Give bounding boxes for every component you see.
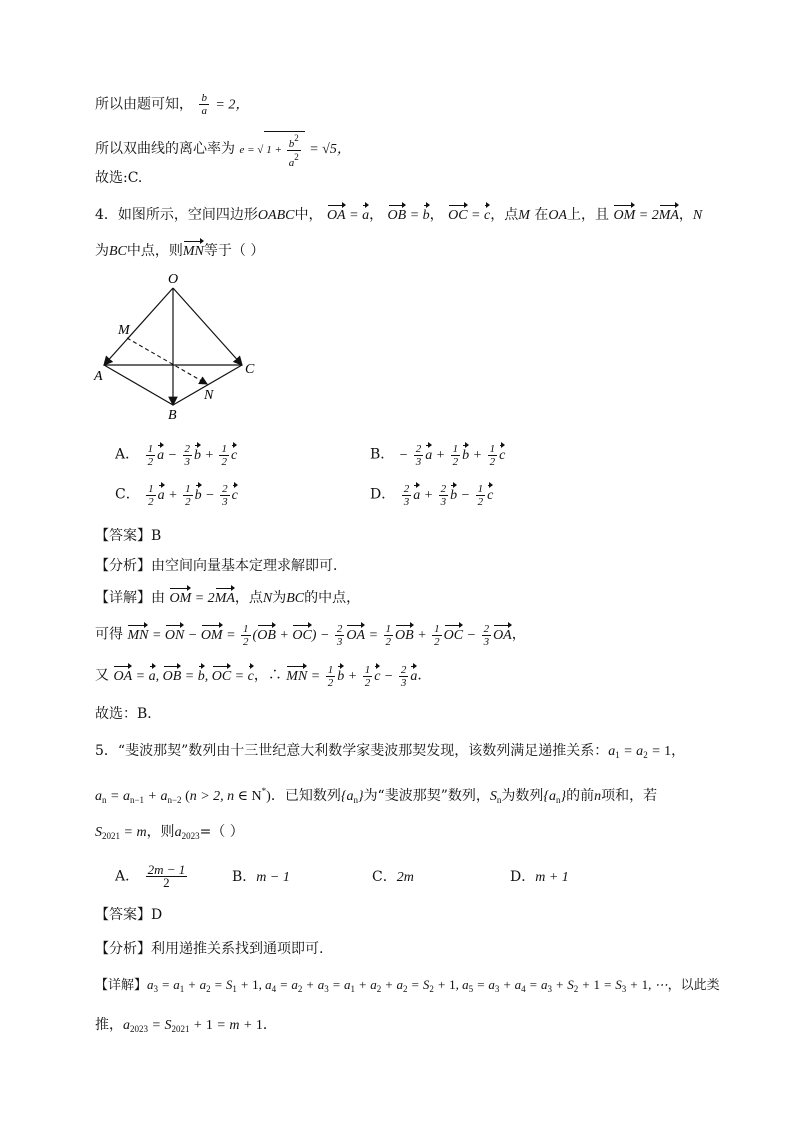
q5-option-d — [510, 867, 569, 888]
q4-detail-line2-prefix: 可得 — [95, 626, 123, 643]
text-line-1 — [95, 92, 249, 117]
q4-detail-line-1: 【详解】由 OM = 2MA，点N为BC的中点， — [95, 588, 360, 609]
q5-stem-line-3: $S_{2021} = m$，则$a_{2023}=$（ ） — [95, 824, 244, 841]
label-c: C — [245, 362, 255, 377]
q4-option-b: B． − $\frac{2}{3}$ a + $\frac{1}{2}$ b + $\frac{1}{2}$ c — [370, 443, 506, 468]
q4-option-a-label: A． — [115, 446, 140, 463]
q5-option-b — [232, 867, 290, 888]
q5-analysis — [95, 939, 323, 959]
q4-detail-line-2: 可得 MN = ON − OM = $\frac{1}{2}$ (OB + OC) − $\frac{2}{3}$ OA = $\frac{1}{2}$ OB + $\frac{1}{2}$ OC − $\frac{2}{3}$ OA， — [95, 623, 526, 648]
q5-option-c-value: 2m — [396, 870, 414, 885]
eccentricity-formula: e = √ 1 + $\frac{b^2}{a^2}$ — [239, 144, 304, 156]
q4-answer — [95, 526, 161, 546]
q5-stem-line1: 5．“斐波那契”数列由十三世纪意大利数学家斐波那契发现，该数列满足递推关系： — [95, 743, 609, 759]
q4-stem-f: 为 — [95, 243, 109, 259]
q4-choose: 故选：B． — [95, 706, 162, 722]
label-b: B — [168, 408, 177, 423]
edge-oa — [104, 288, 173, 365]
q5-analysis-tag: 【分析】 — [95, 941, 151, 957]
q4-option-d: D． $\frac{2}{3}$ a + $\frac{2}{3}$ b − $\frac{1}{2}$ c — [370, 483, 494, 508]
label-n: N — [204, 388, 214, 403]
q5-option-a: A． $\frac{2m - 1}{2}$ — [115, 862, 186, 890]
q5-detail-line-1: 【详解】$a_3 = a_1 + a_2 = S_1 + 1$, $a_4 = a_2 + a_3 = a_1 + a_2 + a_2 = S_2 + 1$, $a_5 = a_3 + a_4 = a_3 + S_2 + 1 = S_3 + 1$, ⋯，以此类 — [95, 977, 720, 994]
q5-detail-tag: 【详解】 — [95, 978, 148, 993]
label-a: A — [94, 369, 103, 384]
q4-analysis — [95, 556, 347, 576]
q5-stem-line-1: 5．“斐波那契”数列由十三世纪意大利数学家斐波那契发现，该数列满足递推关系：$a_1 = a_2 = 1$， — [95, 743, 686, 760]
q4-option-a: A． $\frac{1}{2}$ a − $\frac{2}{3}$ b + $\frac{1}{2}$ c — [115, 443, 238, 468]
q5-detail-line-2: 推，$a_{2023} = S_{2021} + 1 = m + 1$． — [95, 1017, 277, 1034]
q5-stem-line3-end2: =（ ） — [199, 824, 244, 840]
q5-option-d-value: m + 1 — [535, 870, 569, 885]
q4-stem-h: 等于（ ） — [203, 243, 265, 259]
q4-option-c-label: C． — [115, 486, 140, 503]
q5-option-b-label: B． — [232, 869, 257, 885]
q5-option-c — [372, 867, 414, 888]
q4-option-c: C． $\frac{1}{2}$ a + $\frac{1}{2}$ b − $\frac{2}{3}$ c — [115, 483, 238, 508]
q5-stem-mid2: 为“斐波那契”数列， — [363, 788, 490, 804]
q5-answer-tag: 【答案】 — [95, 907, 151, 923]
q4-detail-b: ，点 — [234, 590, 263, 606]
q5-option-d-label: D． — [510, 869, 536, 885]
edge-oc — [173, 288, 242, 365]
q4-stem-a: 4．如图所示，空间四边形 — [95, 207, 258, 223]
detail-tag: 【详解】 — [95, 590, 151, 606]
q5-stem-mid: ．已知数列 — [270, 788, 341, 804]
q5-answer — [95, 905, 162, 925]
analysis-tag: 【分析】 — [95, 558, 151, 574]
q5-answer-value: D — [151, 907, 163, 923]
q4-stem-c: ，点 — [490, 207, 519, 223]
line1-eq: = 2， — [215, 97, 250, 113]
analysis-text: 由空间向量基本定理求解即可． — [151, 558, 347, 574]
tetrahedron-figure — [90, 268, 270, 423]
vector-mn — [127, 338, 207, 384]
q5-option-b-value: m − 1 — [256, 870, 290, 885]
q4-stem-g: 中点，则 — [126, 243, 183, 259]
q4-option-b-label: B． — [370, 446, 395, 463]
q4-stem-d: 在 — [534, 207, 549, 223]
q4-stem-line-2: 为BC中点，则MN等于（ ） — [95, 241, 264, 262]
answer-tag: 【答案】 — [95, 528, 151, 544]
q4-stem-e: 上，且 — [567, 207, 610, 223]
q4-option-d-label: D． — [370, 486, 396, 503]
q5-option-a-label: A． — [115, 868, 140, 885]
line2-eq: = √5， — [309, 142, 351, 158]
text-line-3: 故选:C. — [95, 170, 143, 186]
line2-text: 所以双曲线的离心率为 — [95, 141, 235, 158]
q5-stem-end: 的前 — [566, 788, 595, 804]
line1-text: 所以由题可知， — [95, 96, 193, 113]
q4-detail-c: 为 — [272, 590, 287, 606]
edge-ab — [104, 365, 173, 405]
q5-detail-line2-start: 推， — [95, 1017, 123, 1033]
q5-option-c-label: C． — [372, 869, 397, 885]
q4-stem-line-1: 4．如图所示，空间四边形OABC中， OA = a， OB = b， OC = c，点M 在OA上，且 OM = 2MA，N — [95, 205, 702, 226]
q4-detail-a: 由 — [151, 590, 165, 606]
q4-detail-d: 的中点， — [304, 590, 361, 606]
label-m: M — [118, 323, 130, 338]
q4-detail-line3-prefix: 又 — [95, 667, 109, 684]
fraction-b-over-a: $\frac{b}{a}$ — [201, 92, 207, 117]
text-line-2 — [95, 131, 351, 169]
q5-stem-line3-end: ，则 — [146, 824, 175, 840]
answer-value: B — [151, 528, 162, 544]
label-o: O — [168, 272, 179, 287]
q5-analysis-text: 利用递推关系找到通项即可. — [151, 941, 324, 957]
q4-stem-b: 中， — [294, 207, 323, 223]
q5-stem-end2: 项和，若 — [601, 788, 658, 804]
q4-detail-line-3: 又 OA = a, OB = b, OC = c，∴ MN = $\frac{1}{2}$ b + $\frac{1}{2}$ c − $\frac{2}{3}$ a． — [95, 664, 432, 689]
q5-stem-line-2: $a_n = a_{n-1} + a_{n-2}$ (n > 2, n ∈ N*)．已知数列$\{a_n\}$为“斐波那契”数列，$S_n$为数列$\{a_n\}$的前n项和，若 — [95, 786, 658, 805]
q5-detail-line1-end: ，以此类 — [667, 978, 720, 993]
q5-stem-mid3: 为数列 — [501, 788, 544, 804]
